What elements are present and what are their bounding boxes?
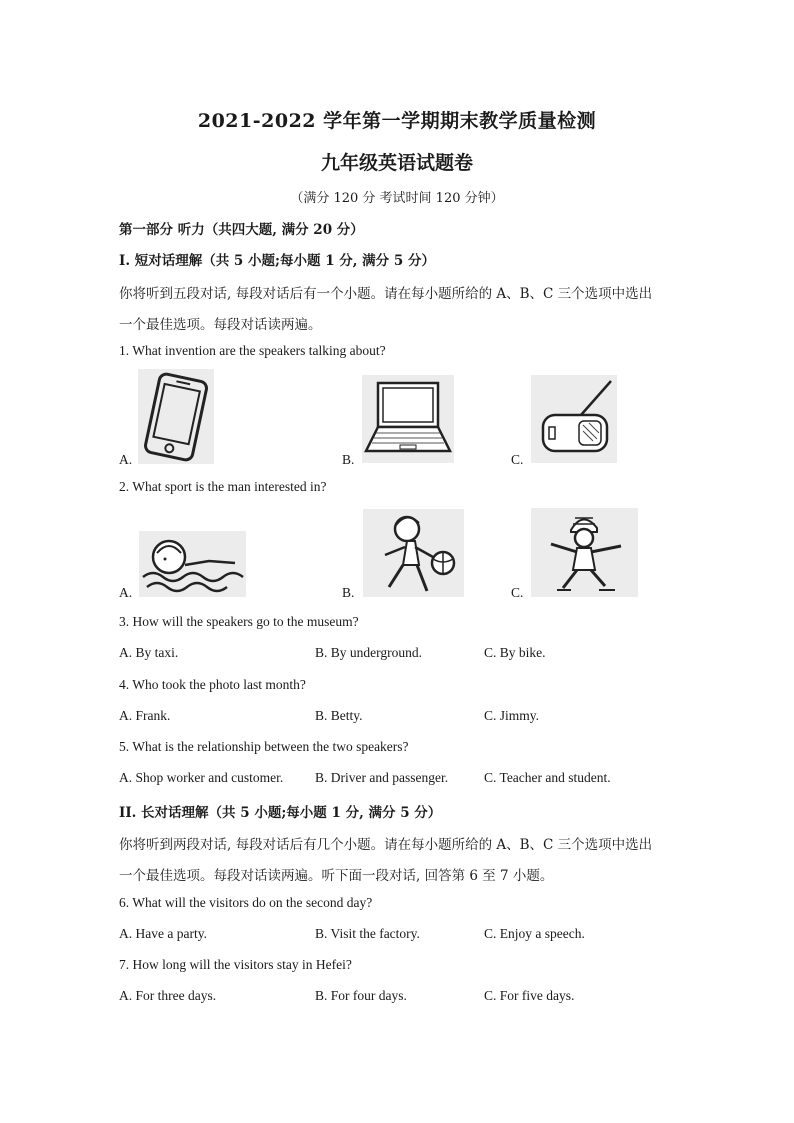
q2-option-c-label: C. (511, 585, 524, 600)
q5-option-b: B. Driver and passenger. (315, 770, 449, 785)
question-5: 5. What is the relationship between the two speakers? (119, 739, 409, 754)
q3-option-b: B. By underground. (315, 645, 422, 660)
exam-note: （满分 120 分 考试时间 120 分钟） (290, 191, 504, 206)
q7-option-c: C. For five days. (484, 988, 575, 1003)
q6-option-c: C. Enjoy a speech. (484, 926, 585, 941)
exam-title: 2021-2022 学年第一学期期末教学质量检测 (197, 110, 597, 132)
q4-option-c: C. Jimmy. (484, 708, 540, 723)
q1-option-b-label: B. (342, 452, 355, 467)
question-2: 2. What sport is the man interested in? (119, 479, 327, 494)
q2-option-a-label: A. (119, 585, 133, 600)
section2-instruction-line2: 一个最佳选项。每段对话读两遍。听下面一段对话, 回答第 6 至 7 小题。 (119, 868, 554, 884)
section2-heading: II. 长对话理解（共 5 小题;每小题 1 分, 满分 5 分） (119, 805, 442, 821)
basketball-icon (363, 509, 464, 597)
q1-option-a-label: A. (119, 452, 133, 467)
question-6: 6. What will the visitors do on the second day? (119, 895, 373, 910)
smartphone-icon (138, 369, 214, 464)
section1-instruction-line1: 你将听到五段对话, 每段对话后有一个小题。请在每小题所给的 A、B、C 三个选项中选出 (119, 286, 653, 302)
q7-option-b: B. For four days. (315, 988, 407, 1003)
q3-option-a: A. By taxi. (119, 645, 179, 660)
section1-instruction-line2: 一个最佳选项。每段对话读两遍。 (119, 317, 322, 333)
part1-heading: 第一部分 听力（共四大题, 满分 20 分） (119, 222, 364, 238)
q1-option-c-label: C. (511, 452, 524, 467)
question-1: 1. What invention are the speakers talking about? (119, 343, 386, 358)
skating-icon (531, 508, 638, 597)
question-7: 7. How long will the visitors stay in Hefei? (119, 957, 352, 972)
q5-option-a: A. Shop worker and customer. (119, 770, 284, 785)
q5-option-c: C. Teacher and student. (484, 770, 611, 785)
radio-icon (531, 375, 617, 463)
q2-option-b-label: B. (342, 585, 355, 600)
q3-option-c: C. By bike. (484, 645, 546, 660)
swimming-icon (139, 531, 246, 597)
q6-option-b: B. Visit the factory. (315, 926, 420, 941)
exam-subtitle: 九年级英语试题卷 (320, 152, 473, 174)
question-4: 4. Who took the photo last month? (119, 677, 306, 692)
question-3: 3. How will the speakers go to the museum? (119, 614, 359, 629)
q7-option-a: A. For three days. (119, 988, 217, 1003)
q4-option-a: A. Frank. (119, 708, 171, 723)
q4-option-b: B. Betty. (315, 708, 363, 723)
q6-option-a: A. Have a party. (119, 926, 207, 941)
section2-instruction-line1: 你将听到两段对话, 每段对话后有几个小题。请在每小题所给的 A、B、C 三个选项中选出 (119, 837, 653, 853)
laptop-icon (362, 375, 454, 463)
section1-heading: I. 短对话理解（共 5 小题;每小题 1 分, 满分 5 分） (119, 253, 435, 269)
